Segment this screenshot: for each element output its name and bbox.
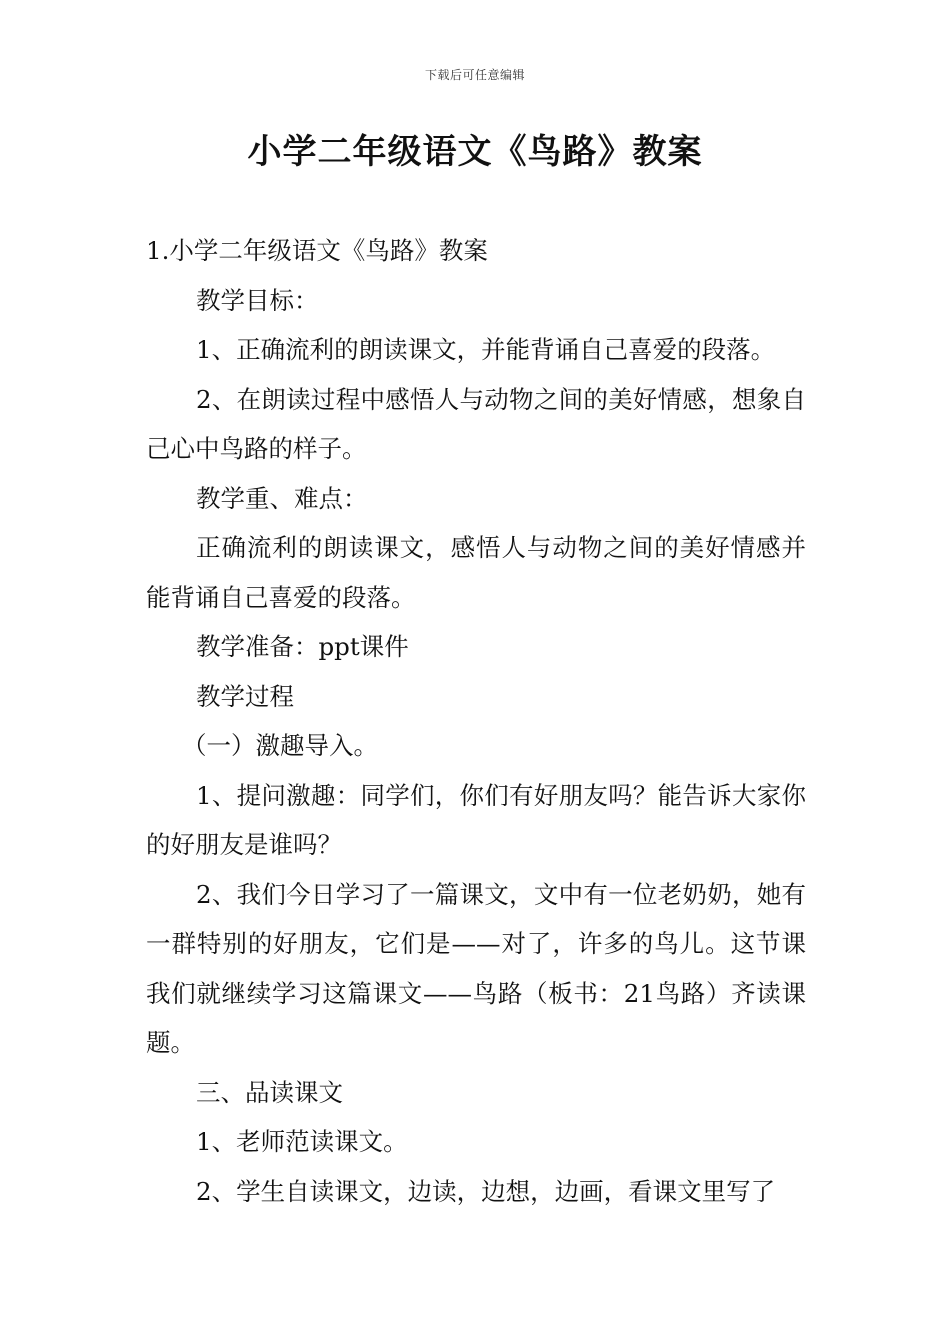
paragraph-step-three-1: 1、老师范读课文。 — [196, 1127, 408, 1156]
paragraph-key-points: 正确流利的朗读课文，感悟人与动物之间的美好情感并能背诵自己喜爱的段落。 — [146, 533, 806, 612]
header-note: 下载后可任意编辑 — [424, 68, 525, 82]
document-title: 小学二年级语文《鸟路》教案 — [247, 132, 703, 172]
paragraph-objective-2: 2、在朗读过程中感悟人与动物之间的美好情感，想象自己心中鸟路的样子。 — [146, 384, 806, 463]
section-heading: 1.小学二年级语文《鸟路》教案 — [146, 236, 488, 265]
paragraph-step-one-2: 2、我们今日学习了一篇课文，文中有一位老奶奶，她有一群特别的好朋友，它们是——对了，许多的鸟儿。这节课我们就继续学习这篇课文——鸟路（板书：21鸟路）齐读课题。 — [146, 879, 806, 1057]
paragraph-step-one-1: 1、提问激趣：同学们，你们有好朋友吗？能告诉大家你的好朋友是谁吗？ — [146, 780, 806, 859]
paragraph-key-points-heading: 教学重、难点： — [196, 483, 368, 513]
paragraph-step-one-heading: （一）激趣导入。 — [182, 731, 378, 760]
document-body — [146, 226, 806, 1216]
paragraph-preparation: 教学准备：ppt课件 — [196, 632, 409, 661]
paragraph-step-three-heading: 三、品读课文 — [196, 1077, 343, 1107]
paragraph-objectives-heading: 教学目标： — [196, 285, 319, 315]
paragraph-objective-1: 1、正确流利的朗读课文，并能背诵自己喜爱的段落。 — [196, 335, 776, 364]
paragraph-process-heading: 教学过程 — [196, 681, 294, 711]
paragraph-step-three-2: 2、学生自读课文，边读，边想，边画，看课文里写了 — [196, 1176, 776, 1206]
